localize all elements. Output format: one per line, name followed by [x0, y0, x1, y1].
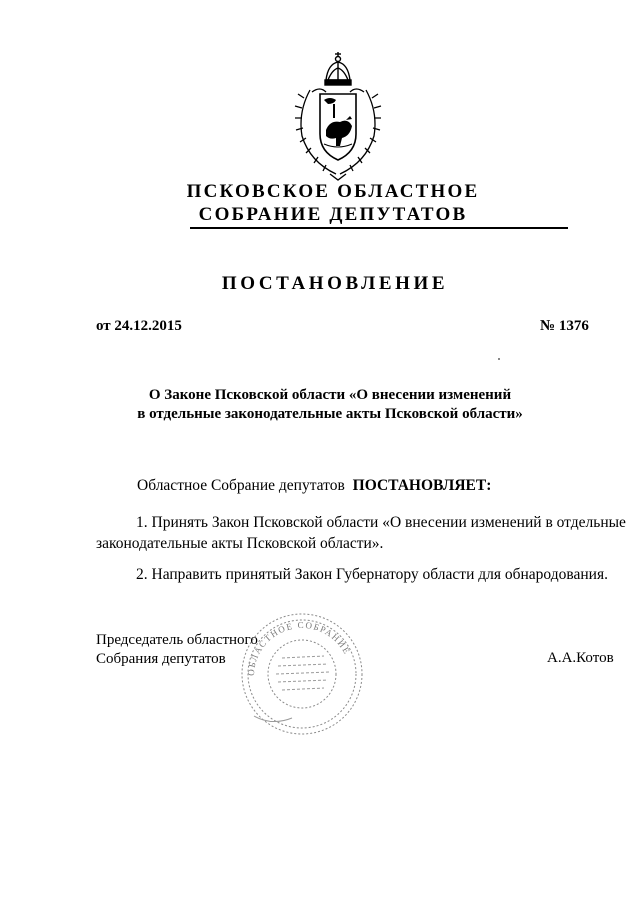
signer-position-line2: Собрания депутатов — [96, 651, 226, 667]
document-title-line1: О Законе Псковской области «О внесении изменений — [148, 387, 512, 403]
organization-name-line1: ПСКОВСКОЕ ОБЛАСТНОЕ — [186, 181, 480, 202]
resolution-intro-bold: ПОСТАНОВЛЯЕТ: — [352, 477, 492, 494]
resolution-intro — [137, 477, 491, 495]
resolution-intro-text: Областное Собрание депутатов — [137, 477, 345, 494]
coat-of-arms-icon — [290, 50, 386, 182]
organization-name-line2: СОБРАНИЕ ДЕПУТАТОВ — [198, 204, 468, 225]
stamp-text: ОБЛАСТНОЕ СОБРАНИЕ — [245, 619, 353, 677]
signer-position-line1: Председатель областного — [96, 632, 258, 648]
document-title — [120, 386, 540, 424]
document-number: № 1376 — [540, 318, 589, 334]
resolution-item-1-line1: 1. Принять Закон Псковской области «О внесении изменений в отдельные — [136, 514, 626, 531]
document-date: от 24.12.2015 — [96, 318, 182, 334]
header-divider — [190, 227, 568, 229]
document-type: ПОСТАНОВЛЕНИЕ — [221, 273, 449, 294]
official-stamp-icon — [232, 606, 372, 742]
signer-name: А.А.Котов — [547, 650, 614, 666]
resolution-item-1 — [96, 512, 626, 554]
document-title-line2: в отдельные законодательные акты Псковской области» — [137, 406, 523, 422]
svg-text:ОБЛАСТНОЕ СОБРАНИЕ — [246, 620, 353, 676]
resolution-item-2 — [96, 564, 620, 585]
scan-speck — [498, 358, 500, 360]
resolution-item-1-line2: законодательные акты Псковской области». — [96, 535, 384, 552]
resolution-item-2-text: 2. Направить принятый Закон Губернатору области для обнародования. — [136, 566, 608, 583]
